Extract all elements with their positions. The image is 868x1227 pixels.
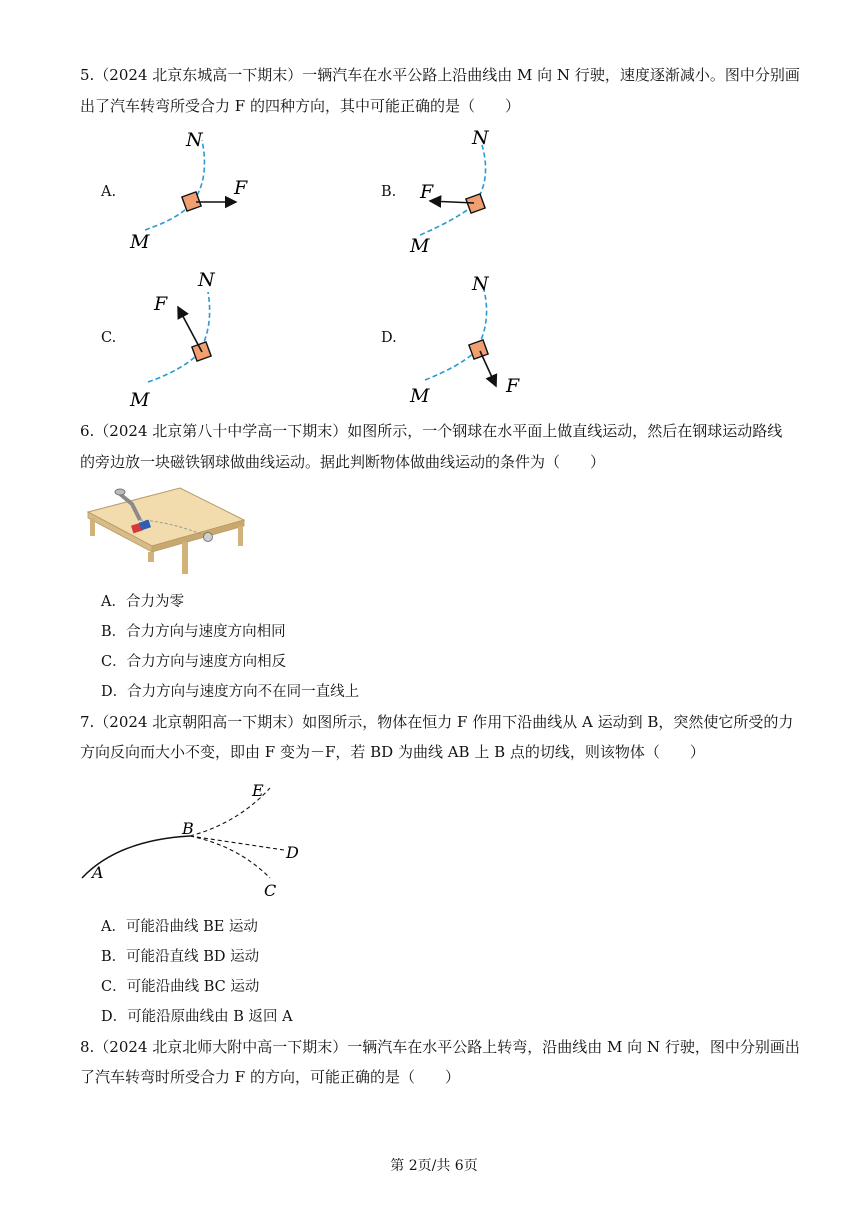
label-f: F — [506, 375, 520, 397]
label-f: F — [234, 177, 248, 199]
q5-figure-c — [120, 262, 290, 412]
q5-stem-line1: 5.（2024 北京东城高一下期末）一辆汽车在水平公路上沿曲线由 M 向 N 行驶，速度逐渐减小。图中分别画 — [80, 66, 800, 84]
q7-trajectory-diagram — [78, 778, 318, 908]
label-m: M — [130, 231, 150, 253]
q8-stem-line1: 8.（2024 北京北师大附中高一下期末）一辆汽车在水平公路上转弯，沿曲线由 M 向 N 行驶，图中分别画出 — [80, 1038, 800, 1056]
force-arrow — [480, 351, 496, 386]
ramp-top — [115, 489, 125, 495]
page-number: 第 2页/共 6页 — [390, 1158, 478, 1174]
q5-figure-a — [120, 120, 290, 260]
q6-option-b: B．合力方向与速度方向相同 — [101, 624, 286, 640]
label-c: C — [264, 881, 277, 900]
curve-path — [145, 140, 204, 230]
table-leg — [238, 526, 243, 546]
q5-option-c-label: C. — [101, 330, 117, 346]
label-a: A — [92, 863, 104, 882]
label-f: F — [154, 293, 168, 315]
curve-bc — [190, 836, 270, 878]
steel-ball — [204, 533, 213, 542]
force-arrow — [178, 307, 202, 352]
q6-magnet-table-illustration — [80, 480, 250, 580]
q5-option-a-label: A. — [101, 184, 117, 200]
label-n: N — [472, 273, 489, 295]
table-leg — [148, 552, 154, 562]
q7-stem-line1: 7.（2024 北京朝阳高一下期末）如图所示，物体在恒力 F 作用下沿曲线从 A 运动到 B，突然使它所受的力 — [80, 713, 794, 731]
q5-option-b-label: B. — [381, 184, 397, 200]
curve-path — [425, 290, 487, 380]
q5-stem-line2: 出了汽车转弯所受合力 F 的四种方向，其中可能正确的是（ ） — [80, 97, 520, 115]
label-m: M — [410, 385, 430, 407]
q5-figure-d — [400, 262, 570, 412]
label-d: D — [286, 843, 299, 862]
q6-stem-line1: 6.（2024 北京第八十中学高一下期末）如图所示，一个钢球在水平面上做直线运动，然后在钢球运动路线 — [80, 422, 783, 440]
q5-option-d-label: D. — [381, 330, 397, 346]
q6-stem-line2: 的旁边放一块磁铁钢球做曲线运动。据此判断物体做曲线运动的条件为（ ） — [80, 453, 606, 471]
tangent-bd — [190, 836, 284, 850]
q5-figure-b — [400, 120, 570, 260]
label-n: N — [472, 127, 489, 149]
table-top — [88, 488, 244, 546]
label-e: E — [252, 781, 264, 800]
q6-option-d: D．合力方向与速度方向不在同一直线上 — [101, 684, 360, 700]
label-n: N — [198, 269, 215, 291]
q7-option-b: B．可能沿直线 BD 运动 — [101, 949, 260, 965]
label-n: N — [186, 129, 203, 151]
q8-stem-line2: 了汽车转弯时所受合力 F 的方向，可能正确的是（ ） — [80, 1068, 460, 1086]
label-f: F — [420, 181, 434, 203]
q7-option-a: A．可能沿曲线 BE 运动 — [101, 919, 258, 935]
table-leg — [182, 542, 188, 574]
q7-option-c: C．可能沿曲线 BC 运动 — [101, 979, 260, 995]
q6-option-c: C．合力方向与速度方向相反 — [101, 654, 287, 670]
label-b: B — [182, 819, 194, 838]
label-m: M — [130, 389, 150, 411]
q7-option-d: D．可能沿原曲线由 B 返回 A — [101, 1009, 293, 1025]
q7-stem-line2: 方向反向而大小不变，即由 F 变为－F，若 BD 为曲线 AB 上 B 点的切线，则该物体（ ） — [80, 743, 705, 761]
car-block — [469, 340, 488, 359]
label-m: M — [410, 235, 430, 257]
table-leg — [90, 518, 95, 536]
q6-option-a: A．合力为零 — [101, 594, 184, 610]
